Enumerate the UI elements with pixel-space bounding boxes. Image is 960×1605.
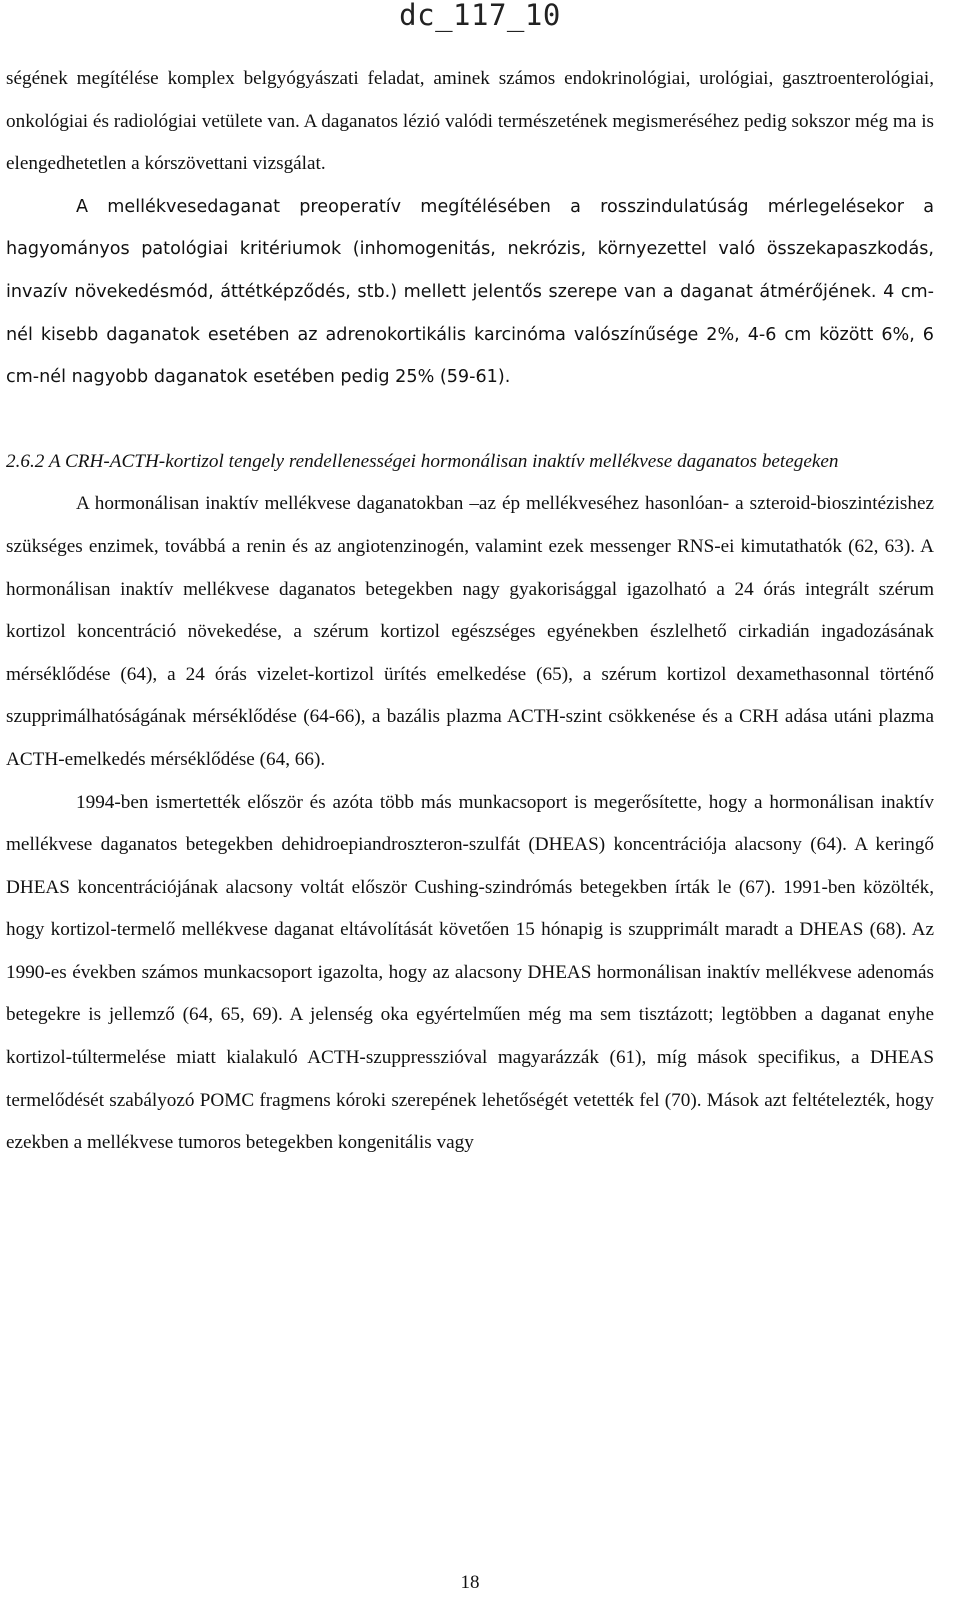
paragraph-diameter-lead: A mellékvesedaganat preoperatív megítélésében a rosszindulatúság mérlegelésekor a hagyományos patológiai kritériumok (inhomogenitás, nekrózis, környezettel való összekapaszkodás, invazív növekedésmód, áttétképződés, stb.) mellett jelentős szerepe van a daganat átmérőjének. [6, 196, 934, 302]
paragraph-enzymes: A hormonálisan inaktív mellékvese daganatokban –az ép mellékveséhez hasonlóan- a szteroid-bioszintézishez szükséges enzimek, továbbá a renin és az angiotenzinogén, valamint ezek messenger RNS-ei kimutathatók (62, 63). A hormonálisan inaktív mellékvese daganatos betegekben nagy gyakorisággal igazolható a 24 órás integrált szérum kortizol koncentráció növekedése, a szérum kortizol egészséges egyénekben észlelhető cirkadián ingadozásának mérséklődése (64), a 24 órás vizelet-kortizol ürítés emelkedése (65), a szérum kortizol dexamethasonnal történő szupprimálhatóságának mérséklődése (64-66), a bazális plazma ACTH-szint csökkenése és a CRH adása utáni plazma ACTH-emelkedés mérséklődése (64, 66). [6, 493, 934, 770]
paragraph-diameter-stats: 4 cm-nél kisebb daganatok esetében az adrenokortikális karcinóma valószínűsége 2%, 4-6 cm között 6%, 6 cm-nél nagyobb daganatok esetében pedig 25% (59-61). [6, 281, 934, 388]
section-heading: 2.6.2 A CRH-ACTH-kortizol tengely rendellenességei hormonálisan inaktív mellékvese daganatos betegeken [6, 450, 839, 472]
paragraph-continued: ségének megítélése komplex belgyógyászati feladat, aminek számos endokrinológiai, urológiai, gasztroenterológiai, onkológiai és radiológiai vetülete van. A daganatos lézió valódi természetének megismeréséhez pedig sokszor még ma is elengedhetetlen a kórszövettani vizsgálat. [6, 68, 934, 175]
paragraph-dheas: 1994-ben ismertették először és azóta több más munkacsoport is megerősítette, hogy a hormonálisan inaktív mellékvese daganatos betegekben dehidroepiandroszteron-szulfát (DHEAS) koncentrációja alacsony (64). A keringő DHEAS koncentrációjának alacsony voltát először Cushing-szindrómás betegekben írták le (67). 1991-ben közölték, hogy kortizol-termelő mellékvese daganat eltávolítását követően 15 hónapig is szupprimált maradt a DHEAS (68). Az 1990-es években számos munkacsoport igazolta, hogy az alacsony DHEAS hormonálisan inaktív mellékvese adenomás betegekre is jellemző (64, 65, 69). A jelenség oka egyértelműen még ma sem tisztázott; legtöbben a daganat enyhe kortizol-túltermelése miatt kialakuló ACTH-szuppresszióval magyarázzák (61), míg mások specifikus, a DHEAS termelődését szabályozó POMC fragmens kóroki szerepének lehetőségét vetették fel (70). Mások azt feltételezték, hogy ezekben a mellékvese tumoros betegekben kongenitális vagy [6, 791, 934, 1154]
document-id-header: dc_117_10 [399, 0, 561, 32]
page-number: 18 [460, 1572, 480, 1593]
paragraph-diameter [6, 186, 934, 399]
document-body [6, 58, 934, 1165]
